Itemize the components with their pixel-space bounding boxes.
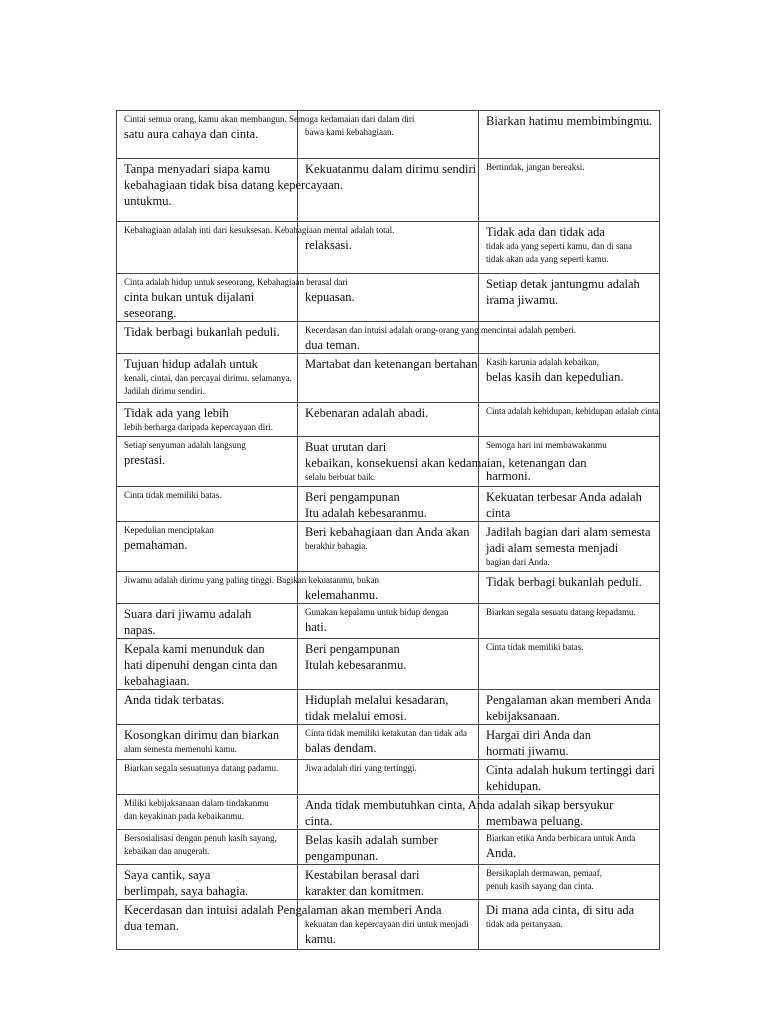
table-cell [117,322,298,354]
quote-line: Kosongkan dirimu dan biarkan [124,728,280,742]
quote-line: penuh kasih sayang dan cinta. [486,881,594,891]
quote-line: bawa kami kebahagiaan. [305,127,394,137]
quote-line: cinta bukan untuk dijalani [124,290,255,304]
quote-line: Tanpa menyadari siapa kamu [124,162,270,176]
table-row [117,830,660,865]
quote-line: Kekuatan terbesar Anda adalah [486,490,642,504]
quote-line: Biarkan segala sesuatunya datang padamu. [124,763,279,773]
quote-line: relaksasi. [305,238,352,252]
quote-line: dan keyakinan pada kebaikanmu. [124,811,244,821]
table-cell [479,403,660,437]
quote-line: jadi alam semesta menjadi [486,541,619,555]
table-cell [117,159,343,222]
quote-line: untukmu. [124,194,172,208]
table-cell [298,690,479,725]
quote-line: kebijaksanaan. [486,709,560,723]
quote-line: Jadilah dirimu sendiri. [124,386,205,396]
table-cell [479,900,660,950]
quote-line: Cinta tidak memiliki ketakutan dan tidak ada [305,728,467,738]
quote-line: Kasih karunia adalah kebaikan, [486,357,599,367]
quote-line: Biarkan segala sesuatu datang kepadamu. [486,607,636,617]
quote-line: irama jiwamu. [486,293,559,307]
quote-line: Cinta adalah hidup untuk seseorang, Kebahagiaan berasal dari [124,277,348,287]
table-cell [298,725,479,760]
quote-line: hormati jiwamu. [486,744,569,758]
quote-line: tidak ada yang seperti kamu, dan di sana [486,241,632,251]
table-cell [298,604,479,639]
table-cell [479,159,660,222]
quote-line: Anda. [486,846,517,860]
quote-line: Miliki kebijaksanaan dalam tindakanmu [124,798,269,808]
table-row [117,403,660,437]
quote-line: Tujuan hidup adalah untuk [124,357,258,371]
quote-line: Kebenaran adalah abadi. [305,406,429,420]
table-row [117,604,660,639]
quote-line: Buat urutan dari [305,440,387,454]
quote-line: Itulah kebesaranmu. [305,658,407,672]
quote-line: Setiap detak jantungmu adalah [486,277,640,291]
table-cell [479,690,660,725]
table-cell [298,403,479,437]
quote-line: Jadilah bagian dari alam semesta [486,525,651,539]
quote-line: Bersosialisasi dengan penuh kasih sayang, [124,833,277,843]
quote-line: Kecerdasan dan intuisi adalah Pengalaman akan memberi Anda [124,903,442,917]
quote-line: kebaikan dan anugerah. [124,846,210,856]
table-cell [479,354,660,403]
table-row [117,111,660,159]
table-cell [298,865,479,900]
table-row [117,322,660,354]
quote-line: belas kasih dan kepedulian. [486,370,624,384]
table-cell [479,760,660,795]
quote-line: Cintai semua orang, kamu akan membangun. Semoga kedamaian dari dalam diri [124,114,415,124]
table-row [117,487,660,522]
table-cell [117,725,298,760]
quote-line: Biarkan etika Anda berbicara untuk Anda [486,833,636,843]
quote-line: Biarkan hatimu membimbingmu. [486,114,653,128]
quote-line: Jiwamu adalah dirimu yang paling tinggi. Bagikan kekuatanmu, bukan [124,575,379,585]
quote-line: Hiduplah melalui kesadaran, [305,693,449,707]
quotes-table-body [117,111,660,950]
table-cell [479,830,660,865]
quote-line: kebahagiaan tidak bisa datang kepercayaan. [124,178,343,192]
table-cell [298,830,479,865]
quote-line: satu aura cahaya dan cinta. [124,127,259,141]
quote-line: kepuasan. [305,290,355,304]
table-cell [298,354,479,403]
quote-line: Beri pengampunan [305,642,400,656]
quote-line: tidak ada pertanyaan. [486,919,563,929]
quote-line: Hargai diri Anda dan [486,728,591,742]
quote-line: hati dipenuhi dengan cinta dan [124,658,278,672]
table-row [117,795,660,830]
quote-line: Tidak berbagi bukanlah peduli. [124,325,280,339]
quote-line: kelemahanmu. [305,588,379,602]
quote-line: Kepala kami menunduk dan [124,642,265,656]
table-cell [298,522,479,572]
table-cell [117,403,298,437]
quote-line: Itu adalah kebesaranmu. [305,506,427,520]
quote-line: kebaikan, konsekuensi akan kedamaian, ketenangan dan [305,456,587,470]
table-cell [479,522,660,572]
quote-line: Bersikaplah dermawan, pemaaf, [486,868,602,878]
quote-line: pemahaman. [124,538,188,552]
table-cell [117,760,298,795]
quote-line: Kekuatanmu dalam dirimu sendiri [305,162,477,176]
quote-line: hati. [305,620,327,634]
quote-line: harmoni. [486,469,531,483]
quote-line: tidak melalui emosi. [305,709,407,723]
quote-line: Belas kasih adalah sumber [305,833,438,847]
quote-line: Semoga hari ini membawakanmu [486,440,607,450]
quote-line: kebahagiaan. [124,674,190,688]
quote-line: lebih berharga daripada kepercayaan diri. [124,422,274,432]
quote-line: kehidupan. [486,779,542,793]
quote-line: alam semesta memenuhi kamu. [124,744,237,754]
quote-line: seseorang. [124,306,177,320]
quote-line: kekuatan dan kepercayaan diri untuk menjadi [305,919,469,929]
quote-line: Cinta adalah kehidupan, kehidupan adalah cinta. [486,406,661,416]
quote-line: Di mana ada cinta, di situ ada [486,903,635,917]
table-cell [479,487,660,522]
quote-line: balas dendam. [305,741,377,755]
quote-line: bagian dari Anda. [486,557,550,567]
quote-line: Suara dari jiwamu adalah [124,607,252,621]
quote-line: Anda tidak terbatas. [124,693,225,707]
quote-line: cinta. [305,814,333,828]
quote-line: kamu. [305,932,336,946]
quote-line: dua teman. [305,338,360,352]
table-cell [479,604,660,639]
table-cell [117,865,298,900]
table-row [117,274,660,322]
table-cell [117,639,298,690]
table-cell [298,760,479,795]
quote-line: Cinta tidak memiliki batas. [124,490,222,500]
quote-line: Beri pengampunan [305,490,400,504]
table-cell [117,437,298,487]
quote-line: Saya cantik, saya [124,868,211,882]
table-cell [117,795,298,830]
table-row [117,690,660,725]
quote-line: Kepedulian menciptakan [124,525,214,535]
quote-line: Bertindak, jangan bereaksi. [486,162,585,172]
table-cell [117,830,298,865]
table-row [117,725,660,760]
table-cell [117,522,298,572]
table-cell [117,604,298,639]
table-cell [479,111,660,159]
table-cell [479,274,660,322]
table-cell [479,222,660,274]
quote-line: Anda tidak membutuhkan cinta, Anda adalah sikap bersyukur [305,798,614,812]
table-row [117,865,660,900]
table-row [117,572,660,604]
table-cell [479,725,660,760]
table-cell [298,487,479,522]
table-row [117,522,660,572]
quote-line: kenali, cintai, dan percayai dirimu. selamanya. [124,373,292,383]
quote-line: Tidak ada dan tidak ada [486,225,605,239]
table-row [117,222,660,274]
table-cell [298,639,479,690]
table-row [117,900,660,950]
quote-line: pengampunan. [305,849,379,863]
table-row [117,760,660,795]
quote-line: Tidak berbagi bukanlah peduli. [486,575,642,589]
quote-line: Beri kebahagiaan dan Anda akan [305,525,470,539]
table-cell [117,487,298,522]
quote-line: selalu berbuat baik. [305,472,376,482]
quote-line: dua teman. [124,919,179,933]
table-cell [479,572,660,604]
table-row [117,354,660,403]
table-row [117,159,660,222]
table-row [117,639,660,690]
quote-line: Gunakan kepalamu untuk hidup dengan [305,607,449,617]
quote-line: Martabat dan ketenangan bertahan [305,357,478,371]
quote-line: cinta [486,506,511,520]
table-cell [117,354,298,403]
quote-line: Jiwa adalah diri yang tertinggi. [305,763,417,773]
quote-line: berlimpah, saya bahagia. [124,884,249,898]
table-cell [479,639,660,690]
quote-line: Setiap senyuman adalah langsung [124,440,246,450]
quote-line: Pengalaman akan memberi Anda [486,693,651,707]
quote-line: tidak akan ada yang seperti kamu. [486,254,609,264]
quote-line: napas. [124,623,156,637]
quote-line: Kecerdasan dan intuisi adalah orang-orang yang mencintai adalah pemberi. [305,325,577,335]
table-cell [117,690,298,725]
quote-line: membawa peluang. [486,814,584,828]
table-cell [479,865,660,900]
quote-line: Kebahagiaan adalah inti dari kesuksesan. Kebahagiaan mental adalah total. [124,225,395,235]
quotes-table [116,110,660,950]
quote-line: prestasi. [124,453,166,467]
table-cell [298,322,577,354]
quote-line: berakhir bahagia. [305,541,368,551]
quote-line: Cinta tidak memiliki batas. [486,642,584,652]
table-row [117,437,660,487]
quote-line: Tidak ada yang lebih [124,406,229,420]
quote-line: Kestabilan berasal dari [305,868,420,882]
quote-line: Cinta adalah hukum tertinggi dari [486,763,655,777]
quote-line: karakter dan komitmen. [305,884,425,898]
